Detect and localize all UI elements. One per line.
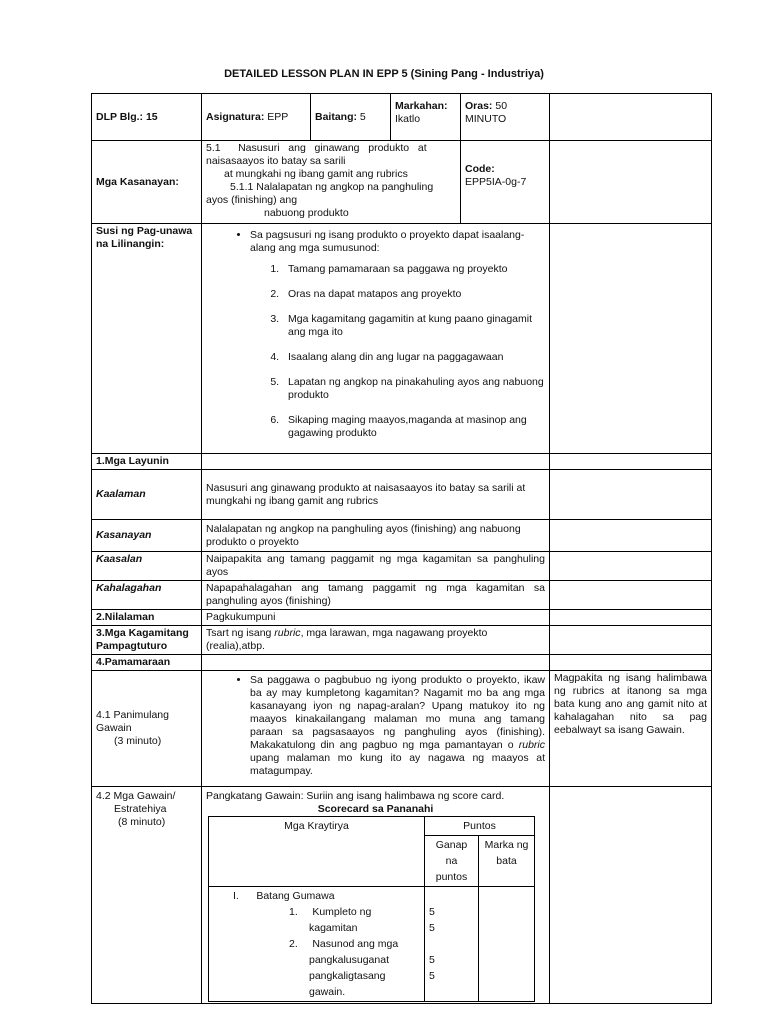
scorecard-title: Scorecard sa Pananahi xyxy=(317,803,434,815)
gawain-intro: Pangkatang Gawain: Suriin ang isang halimbawa ng score card. xyxy=(206,790,505,802)
scorecard-section: I. Batang Gumawa xyxy=(233,890,335,902)
susi-content xyxy=(202,224,550,454)
nilalaman-label: 2.Nilalaman xyxy=(92,610,202,626)
oras-unit: MINUTO xyxy=(465,113,507,125)
panimula-note: Magpakita ng isang halimbawa ng rubrics at itanong sa mga bata kung ano ang gamit nito at kahalagahan nito sa pag eebalwayt sa isang Gawain. xyxy=(550,671,712,787)
scorecard-point: 5 xyxy=(429,906,435,918)
kasanayan-label: Mga Kasanayan: xyxy=(92,141,202,224)
nilalaman-text: Pagkukumpuni xyxy=(202,610,550,626)
nilalaman-empty xyxy=(550,610,712,626)
kahalagahan-text: Napapahalagahan ang tamang paggamit ng mga kagamitan sa panghuling ayos (finishing) xyxy=(202,581,550,610)
layunin-label: 1.Mga Layunin xyxy=(92,454,202,470)
code-value: EPP5IA-0g-7 xyxy=(465,176,527,188)
scorecard-point: 5 xyxy=(429,922,435,934)
list-item: 6. Sikaping maging maayos,maganda at masinop ang gagawing produkto xyxy=(282,414,545,440)
kagamitan-empty xyxy=(550,626,712,655)
kasanayan-obj-label: Kasanayan xyxy=(92,520,202,552)
scorecard-marka-cell xyxy=(479,887,535,1002)
header-empty-cell xyxy=(550,94,712,141)
kagamitan-label: 3.Mga Kagamitang Pampagtuturo xyxy=(92,626,202,655)
code-cell xyxy=(461,141,550,224)
scorecard-col-criteria: Mga Kraytirya xyxy=(209,817,425,887)
panimula-label-cell xyxy=(92,671,202,787)
scorecard-item: gawain. xyxy=(309,986,346,998)
panimula-text-pre: Sa paggawa o pagbubuo ng iyong produkto o proyekto, ikaw ba ay may kumpletong kagamitan? Nagamit mo ba ang mga kasanayang iyon ng napag-aralan? Upang matukoy ito ng maayos kinakailangang malaman mo muna ang tamang paraan sa pagsasaayos ng panghuling ayos (finishing). Makakatulong din ang pagbuo ng mga pamantayan o xyxy=(250,674,545,751)
susi-label: Susi ng Pag-unawa na Lilinangin: xyxy=(92,224,202,454)
pamamaraan-empty-right xyxy=(550,655,712,671)
kasanayan-line: ayos (finishing) ang xyxy=(206,194,298,206)
scorecard-point: 5 xyxy=(429,954,435,966)
gawain-label-1: 4.2 Mga Gawain/ xyxy=(96,790,176,802)
gawain-empty xyxy=(550,787,712,1004)
list-item: 4. Isaalang alang din ang lugar na paggagawaan xyxy=(282,351,545,364)
susi-list xyxy=(206,263,545,440)
asignatura-value: EPP xyxy=(267,110,289,123)
kagamitan-text-post: , mga larawan, mga nagawang proyekto (realia),atbp. xyxy=(206,627,488,652)
kahalagahan-empty xyxy=(550,581,712,610)
panimula-time: (3 minuto) xyxy=(114,735,162,747)
kasanayan-line: naisasaayos ito batay sa sarili xyxy=(206,155,346,167)
panimula-label: 4.1 Panimulang Gawain xyxy=(96,709,169,734)
gawain-label-cell xyxy=(92,787,202,1004)
panimula-text-em: rubric xyxy=(518,739,545,751)
kasanayan-empty-cell xyxy=(550,141,712,224)
panimula-content xyxy=(202,671,550,787)
kagamitan-text-em: rubric xyxy=(274,627,301,639)
scorecard-col-marka: Marka ng bata xyxy=(479,836,535,887)
baitang-cell xyxy=(311,94,391,141)
gawain-label-2: Estratehiya xyxy=(114,803,167,815)
markahan-value: Ikatlo xyxy=(395,113,421,125)
layunin-empty xyxy=(202,454,550,470)
kasanayan-text xyxy=(202,141,461,224)
kaalaman-empty xyxy=(550,470,712,520)
dlp-number: DLP Blg.: 15 xyxy=(92,94,202,141)
kasanayan-line: 5.1 Nasusuri ang ginawang produkto at xyxy=(206,142,427,154)
kasanayan-line: 5.1.1 Nalalapatan ng angkop na panghuling xyxy=(230,181,434,193)
gawain-time: (8 minuto) xyxy=(118,816,166,828)
kasanayan-obj-text: Nalalapatan ng angkop na panghuling ayos (finishing) ang nabuong produkto o proyekto xyxy=(202,520,550,552)
list-item: 3. Mga kagamitang gagamitin at kung paano ginagamit ang mga ito xyxy=(282,313,545,339)
panimula-bullet xyxy=(250,674,545,778)
scorecard-table xyxy=(208,816,535,1002)
susi-bullet: • Sa pagsusuri ng isang produkto o proyekto dapat isaalang-alang ang mga sumusunod: xyxy=(250,229,545,255)
kaasalan-label: Kaasalan xyxy=(92,552,202,581)
pamamaraan-label: 4.Pamamaraan xyxy=(92,655,202,671)
gawain-content xyxy=(202,787,550,1004)
kasanayan-obj-empty xyxy=(550,520,712,552)
kagamitan-text xyxy=(202,626,550,655)
kasanayan-line: nabuong produkto xyxy=(264,207,349,219)
scorecard-col-ganap: Ganap na puntos xyxy=(425,836,479,887)
scorecard-col-points: Puntos xyxy=(425,817,535,836)
asignatura-cell xyxy=(202,94,311,141)
scorecard-point: 5 xyxy=(429,970,435,982)
layunin-empty-right xyxy=(550,454,712,470)
page-title: DETAILED LESSON PLAN IN EPP 5 (Sining Pang - Industriya) xyxy=(224,68,544,80)
markahan-label: Markahan: xyxy=(395,100,448,112)
kaalaman-label: Kaalaman xyxy=(92,470,202,520)
kagamitan-text-pre: Tsart ng isang xyxy=(206,627,275,639)
scorecard-criteria-cell xyxy=(209,887,425,1002)
kahalagahan-label: Kahalagahan xyxy=(92,581,202,610)
list-item: 5. Lapatan ng angkop na pinakahuling ayos ang nabuong produkto xyxy=(282,376,545,402)
code-label: Code: xyxy=(465,163,495,175)
scorecard-item: pangkalusuganat xyxy=(309,954,389,966)
scorecard-item: 2. Nasunod ang mga xyxy=(289,938,399,950)
lesson-plan-table xyxy=(91,93,712,1004)
list-item: 1. Tamang pamamaraan sa paggawa ng proyekto xyxy=(282,263,545,276)
baitang-label: Baitang: xyxy=(315,110,357,123)
pamamaraan-empty xyxy=(202,655,550,671)
susi-empty-cell xyxy=(550,224,712,454)
scorecard-points-cell xyxy=(425,887,479,1002)
oras-cell xyxy=(461,94,550,141)
kasanayan-line: at mungkahi ng ibang gamit ang rubrics xyxy=(224,168,408,180)
oras-value: 50 xyxy=(495,100,508,112)
scorecard-item: pangkaligtasang xyxy=(309,970,386,982)
list-item: 2. Oras na dapat matapos ang proyekto xyxy=(282,288,545,301)
markahan-cell xyxy=(391,94,461,141)
panimula-text-post: upang malaman mo kung ito ay nagawa ng maayos at matagumpay. xyxy=(250,752,545,777)
kaasalan-text: Naipapakita ang tamang paggamit ng mga kagamitan sa panghuling ayos xyxy=(202,552,550,581)
asignatura-label: Asignatura: xyxy=(206,110,265,123)
kaalaman-text: Nasusuri ang ginawang produkto at naisasaayos ito batay sa sarili at mungkahi ng ibang gamit ang rubrics xyxy=(202,470,550,520)
scorecard-item: kagamitan xyxy=(309,922,358,934)
oras-label: Oras: xyxy=(465,100,493,112)
scorecard-item: 1. Kumpleto ng xyxy=(289,906,372,918)
kaasalan-empty xyxy=(550,552,712,581)
baitang-value: 5 xyxy=(359,110,366,123)
